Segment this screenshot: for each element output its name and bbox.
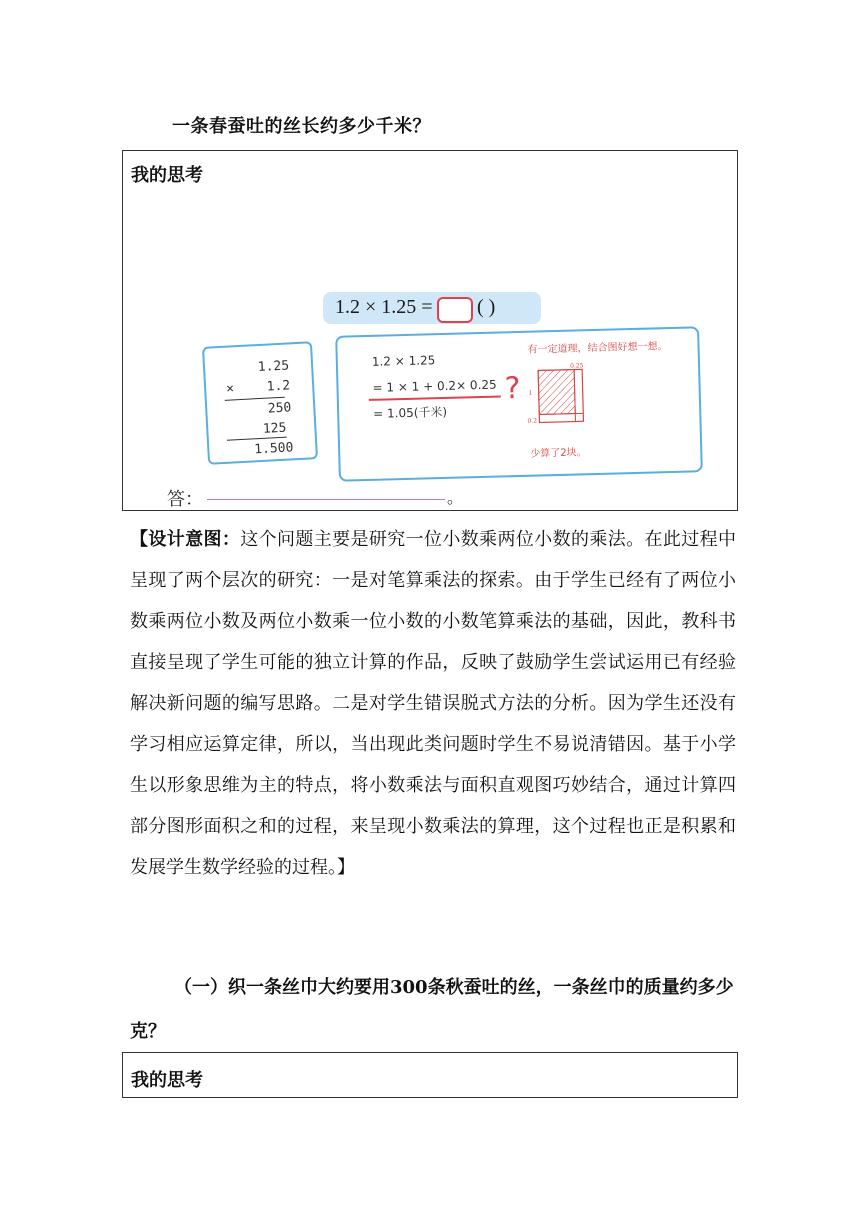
vertical-calc-note (202, 341, 318, 465)
calc-row: 1.500 (253, 440, 294, 458)
error-underline (369, 395, 501, 400)
design-intent-body: 这个问题主要是研究一位小数乘两位小数的乘法。在此过程中呈现了两个层次的研究：一是对笔算乘法的探索。由于学生已经有了两位小数乘两位小数及两位小数乘一位小数的小数笔算乘法的基础，因此，教科书直接呈现了学生可能的独立计算的作品，反映了鼓励学生尝试运用已有经验解决新问题的编写思路。二是对学生错误脱式方法的分析。因为学生还没有学习相应运算定律，所以，当出现此类问题时学生不易说清错因。基于小学生以形象思维为主的特点，将小数乘法与面积直观图巧妙结合，通过计算四部分图形面积之和的过程，来呈现小数乘法的算理，这个过程也正是积累和发展学生数学经验的过程。】 (130, 529, 736, 878)
thinking-box-1 (122, 150, 738, 511)
calc-line: 1.2 × 1.25 (371, 353, 436, 369)
teacher-note-2: 少算了2块。 (530, 447, 587, 460)
answer-line[interactable] (207, 499, 445, 500)
area-diagram (526, 361, 598, 443)
equation-text: 1.2 × 1.25 = (335, 296, 433, 318)
thinking-box-2 (122, 1052, 738, 1098)
thinking-label: 我的思考 (131, 165, 203, 186)
design-intent (130, 519, 736, 888)
area-label: 0.2 (527, 417, 538, 425)
design-intent-head: 【设计意图： (130, 529, 241, 550)
question-1: 一条春蚕吐的丝长约多少千米？ (172, 116, 431, 137)
answer-label: 答： (167, 489, 203, 510)
calc-row: 125 (262, 420, 287, 437)
calc-line: = 1.05(千米) (373, 404, 448, 421)
equation-bar (323, 292, 541, 324)
question-mark: ? (504, 370, 521, 407)
answer-blank (437, 297, 473, 323)
area-label: 0.25 (569, 362, 584, 370)
thinking-label-2: 我的思考 (131, 1070, 203, 1091)
student-work-paper (335, 326, 703, 481)
calc-row: 1.2 (266, 378, 291, 395)
teacher-note: 有一定道理，结合图好想一想。 (527, 341, 668, 356)
calc-row: 250 (267, 400, 292, 417)
calc-row: 1.25 (257, 358, 290, 376)
answer-end: 。 (447, 488, 464, 507)
area-label: 1 (528, 389, 533, 397)
calc-line: = 1 × 1 + 0.2× 0.25 (372, 377, 497, 395)
times-sign: × (225, 381, 235, 397)
unit-paren: ( ) (477, 296, 496, 318)
question-2: （一）织一条丝巾大约要用300条秋蚕吐的丝，一条丝巾的质量约多少克？ (130, 977, 734, 1042)
